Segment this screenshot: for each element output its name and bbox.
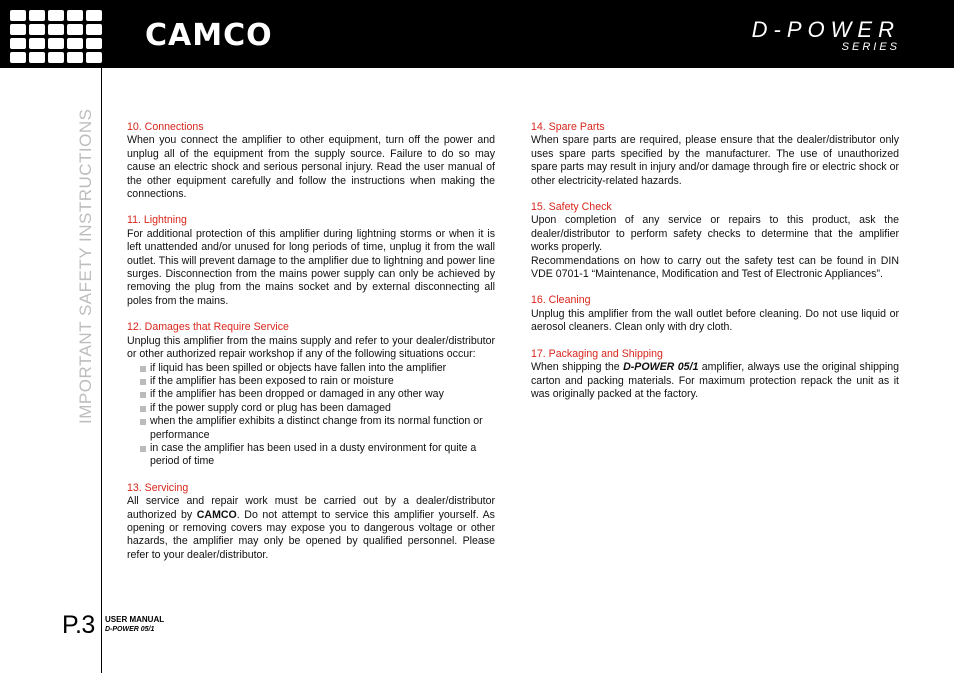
list-item: [140, 388, 495, 401]
bullet-square-icon: [140, 366, 146, 372]
section-body: When spare parts are required, please ensure that the dealer/distributor only uses spare parts specified by the manufacturer. The use of unauthorized spare parts may result in injury and/or damage through fire or electric shock or other electricity-related hazards.: [531, 134, 899, 187]
footer-manual-label: USER MANUAL: [105, 615, 165, 624]
section-heading: 15. Safety Check: [531, 201, 612, 214]
section-body-text: . Do not attempt to service this amplifier yourself. As opening or removing covers may expose you to dangerous voltage or other hazards, the amplifier may only be opened by qualified personnel. Please refer to your dealer/distributor.: [127, 508, 495, 561]
section-body: When you connect the amplifier to other equipment, turn off the power and unplug all of the equipment from the supply source. Failure to do so may cause an electric shock and serious personal injury. Read the user manual of the other equipment carefully and follow the instructions when making the connections.: [127, 134, 495, 201]
list-item-text: if the amplifier has been dropped or damaged in any other way: [150, 388, 444, 401]
section-servicing: [127, 482, 495, 562]
brand-logo: CAMCO: [145, 18, 273, 53]
list-item: [140, 362, 495, 375]
section-body-text: All service and repair work must be carried out by a dealer/distributor authorized by: [127, 495, 495, 521]
section-body: For additional protection of this amplifier during lightning storms or when it is left unattended and/or unused for long periods of time, unplug it from the wall outlet. This will prevent damage to the amplifier due to lightning and power line surges. Disconnection from the mains power supply can only be achieved by removing the plug from the mains socket and by external disconnecting all poles from the mains.: [127, 227, 495, 307]
list-item: [140, 415, 495, 442]
bullet-square-icon: [140, 419, 146, 425]
section-heading: 17. Packaging and Shipping: [531, 347, 663, 360]
bullet-square-icon: [140, 379, 146, 385]
bullet-square-icon: [140, 392, 146, 398]
series-title: D-POWER: [751, 17, 900, 42]
list-item-text: in case the amplifier has been used in a dusty environment for quite a period of time: [150, 441, 477, 468]
section-connections: [127, 121, 495, 201]
section-body-text: amplifier, always use the original shipping carton and packing materials. For maximum protection repack the unit as it was originally packed at the factory.: [531, 361, 900, 400]
footer-model: D-POWER 05/1: [105, 626, 155, 633]
section-heading: 16. Cleaning: [531, 294, 591, 307]
left-column: [127, 121, 495, 575]
header-bar: [0, 0, 954, 68]
list-item-text: if the amplifier has been exposed to rain or moisture: [150, 374, 394, 387]
page-number: P.3: [62, 611, 95, 639]
list-item-text: if liquid has been spilled or objects have fallen into the amplifier: [150, 361, 447, 374]
section-damages: [127, 321, 495, 468]
section-heading: 13. Servicing: [127, 481, 189, 494]
side-title: IMPORTANT SAFETY INSTRUCTIONS: [76, 108, 95, 424]
section-spare-parts: [531, 121, 899, 188]
section-heading: 11. Lightning: [127, 214, 187, 227]
section-body: Unplug this amplifier from the mains supply and refer to your dealer/distributor or other authorized repair workshop if any of the following situations occur:: [127, 334, 495, 361]
section-heading: 10. Connections: [127, 121, 204, 133]
list-item-text: when the amplifier exhibits a distinct change from its normal function or performance: [150, 415, 483, 441]
margin-divider: [101, 68, 102, 673]
list-item: [140, 442, 495, 469]
bullet-square-icon: [140, 406, 146, 412]
section-safety-check: [531, 201, 899, 281]
logo-grid-icon: [10, 10, 102, 64]
section-body: Upon completion of any service or repairs to this product, ask the dealer/distributor to perform safety checks to determine that the amplifier works properly.: [531, 214, 899, 254]
section-body-text: When shipping the: [531, 361, 624, 374]
list-item: [140, 375, 495, 388]
section-packaging: [531, 348, 899, 402]
right-column: [531, 121, 899, 414]
section-cleaning: [531, 294, 899, 334]
bullet-square-icon: [140, 446, 146, 452]
section-heading: 14. Spare Parts: [531, 121, 605, 133]
list-item: [140, 402, 495, 415]
section-body: [127, 495, 495, 562]
model-inline: D-POWER 05/1: [623, 361, 699, 374]
section-body: Unplug this amplifier from the wall outlet before cleaning. Do not use liquid or aerosol cleaners. Clean only with dry cloth.: [531, 307, 899, 334]
series-subtitle: SERIES: [841, 41, 900, 53]
section-body: [531, 361, 899, 401]
section-body: Recommendations on how to carry out the safety test can be found in DIN VDE 0701-1 “Maintenance, Modification and Test of Electronic Appliances”.: [531, 254, 899, 281]
brand-inline: CAMCO: [196, 508, 237, 521]
section-heading: 12. Damages that Require Service: [127, 321, 289, 334]
section-lightning: [127, 214, 495, 308]
list-item-text: if the power supply cord or plug has been damaged: [150, 401, 391, 414]
